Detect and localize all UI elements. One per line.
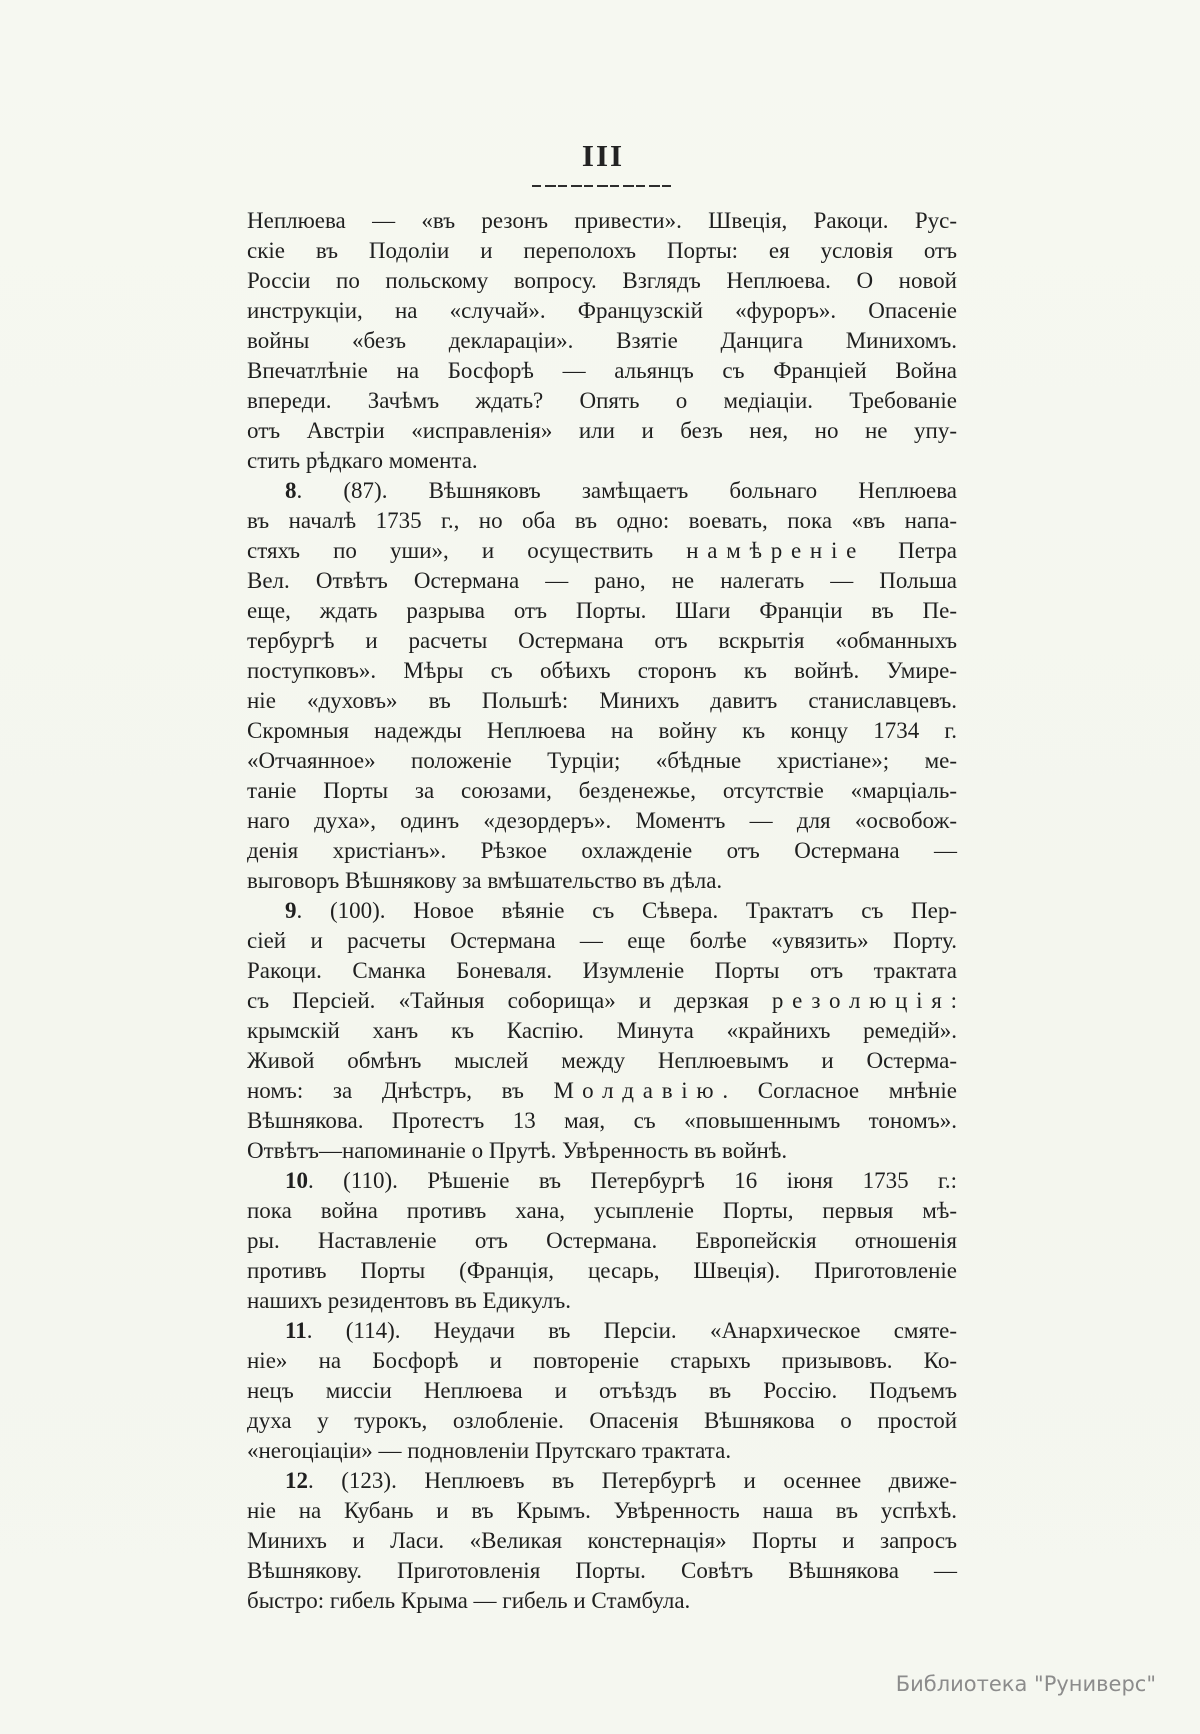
text-line: «Отчаянное» положеніе Турціи; «бѣдные христіане»; ме-	[247, 748, 957, 773]
text-line: духа у турокъ, озлобленіе. Опасенія Вѣшнякова о простой	[247, 1408, 957, 1433]
chapter-heading	[247, 138, 959, 187]
text-line: въ началѣ 1735 г., но оба въ одно: воевать, пока «въ напа-	[247, 508, 957, 533]
text-line: ніе» на Босфорѣ и повтореніе старыхъ призывовъ. Ко-	[247, 1348, 957, 1373]
text-line: нашихъ резидентовъ въ Едикулъ.	[247, 1288, 572, 1313]
text-line: Впечатлѣніе на Босфорѣ — альянцъ съ Франціей Война	[247, 358, 957, 383]
text-block	[247, 206, 957, 1616]
text-line: Вѣшнякова. Протестъ 13 мая, съ «повышеннымъ тономъ».	[247, 1108, 957, 1133]
paragraph-section-12	[247, 1466, 957, 1616]
text-line: ніе на Кубань и въ Крымъ. Увѣренность наша въ успѣхѣ.	[247, 1498, 957, 1523]
text-line: выговоръ Вѣшнякову за вмѣшательство въ дѣла.	[247, 868, 723, 893]
text-line: поступковъ». Мѣры съ обѣихъ сторонъ къ войнѣ. Умире-	[247, 658, 957, 683]
paragraph-section-10	[247, 1166, 957, 1316]
text-line: инструкціи, на «случай». Французскій «фуроръ». Опасеніе	[247, 298, 957, 323]
text-line: Вѣшнякову. Приготовленія Порты. Совѣтъ Вѣшнякова —	[247, 1558, 957, 1583]
text-line: Неплюева — «въ резонъ привести». Швеція, Ракоци. Рус-	[247, 208, 957, 233]
text-line: нецъ миссіи Неплюева и отъѣздъ въ Россію. Подъемъ	[247, 1378, 957, 1403]
text-line: войны «безъ деклараціи». Взятіе Данцига Минихомъ.	[247, 328, 957, 353]
text-line: Россіи по польскому вопросу. Взглядъ Неплюева. О новой	[247, 268, 957, 293]
text-line: Отвѣтъ—напоминаніе о Прутѣ. Увѣренность въ войнѣ.	[247, 1138, 788, 1163]
text-line: съ Персіей. «Тайныя соборища» и дерзкая резолюція:	[247, 988, 957, 1013]
paragraph-intro-continuation	[247, 206, 957, 476]
text-line: Живой обмѣнъ мыслей между Неплюевымъ и Остерма-	[247, 1048, 957, 1073]
text-line: 8. (87). Вѣшняковъ замѣщаетъ больнаго Неплюева	[285, 478, 957, 503]
text-line: ніе «духовъ» въ Польшѣ: Минихъ давитъ станиславцевъ.	[247, 688, 957, 713]
text-line: Скромныя надежды Неплюева на войну къ концу 1734 г.	[247, 718, 957, 743]
text-line: пока война противъ хана, усыпленіе Порты, первыя мѣ-	[247, 1198, 957, 1223]
chapter-numeral: III	[581, 138, 625, 173]
text-line: 9. (100). Новое вѣяніе съ Сѣвера. Трактатъ съ Пер-	[285, 898, 957, 923]
text-line: крымскій ханъ къ Каспію. Минута «крайнихъ ремедій».	[247, 1018, 957, 1043]
text-line: «негоціаціи» — подновленіи Прутскаго трактата.	[247, 1438, 732, 1463]
text-line: отъ Австріи «исправленія» или и безъ нея, но не упу-	[247, 418, 957, 443]
text-line: еще, ждать разрыва отъ Порты. Шаги Франціи въ Пе-	[247, 598, 957, 623]
paragraph-section-8	[247, 476, 957, 896]
text-line: скіе въ Подоліи и переполохъ Порты: ея условія отъ	[247, 238, 957, 263]
text-line: противъ Порты (Франція, цесарь, Швеція). Приготовленіе	[247, 1258, 957, 1283]
text-line: 12. (123). Неплюевъ въ Петербургѣ и осеннее движе-	[285, 1468, 957, 1493]
text-line: 10. (110). Рѣшеніе въ Петербургѣ 16 іюня 1735 г.:	[285, 1168, 957, 1193]
text-line: таніе Порты за союзами, безденежье, отсутствіе «марціаль-	[247, 778, 957, 803]
watermark: Библиотека "Руниверс"	[895, 1672, 1156, 1696]
text-line: быстро: гибель Крыма — гибель и Стамбула.	[247, 1588, 691, 1613]
text-line: впереди. Зачѣмъ ждать? Опять о медіаціи. Требованіе	[247, 388, 957, 413]
text-line: Вел. Отвѣтъ Остермана — рано, не налегать — Польша	[247, 568, 957, 593]
text-line: тербургѣ и расчеты Остермана отъ вскрытія «обманныхъ	[247, 628, 957, 653]
text-line: сіей и расчеты Остермана — еще болѣе «увязить» Порту.	[247, 928, 957, 953]
paragraph-section-11	[247, 1316, 957, 1466]
text-line: номъ: за Днѣстръ, въ Молдавію. Согласное мнѣніе	[247, 1078, 958, 1103]
text-line: стить рѣдкаго момента.	[247, 448, 478, 473]
text-line: 11. (114). Неудачи въ Персіи. «Анархическое смяте-	[285, 1318, 957, 1343]
text-line: ры. Наставленіе отъ Остермана. Европейскія отношенія	[247, 1228, 957, 1253]
text-line: Ракоци. Сманка Боневаля. Изумленіе Порты отъ трактата	[247, 958, 957, 983]
heading-rule	[532, 185, 674, 187]
text-line: Минихъ и Ласи. «Великая констернація» Порты и запросъ	[247, 1528, 957, 1553]
text-line: стяхъ по уши», и осуществить намѣреніе Петра	[247, 538, 957, 563]
text-line: денія христіанъ». Рѣзкое охлажденіе отъ Остермана —	[247, 838, 957, 863]
paragraph-section-9	[247, 896, 957, 1166]
text-line: наго духа», одинъ «дезордеръ». Моментъ — для «освобож-	[247, 808, 957, 833]
